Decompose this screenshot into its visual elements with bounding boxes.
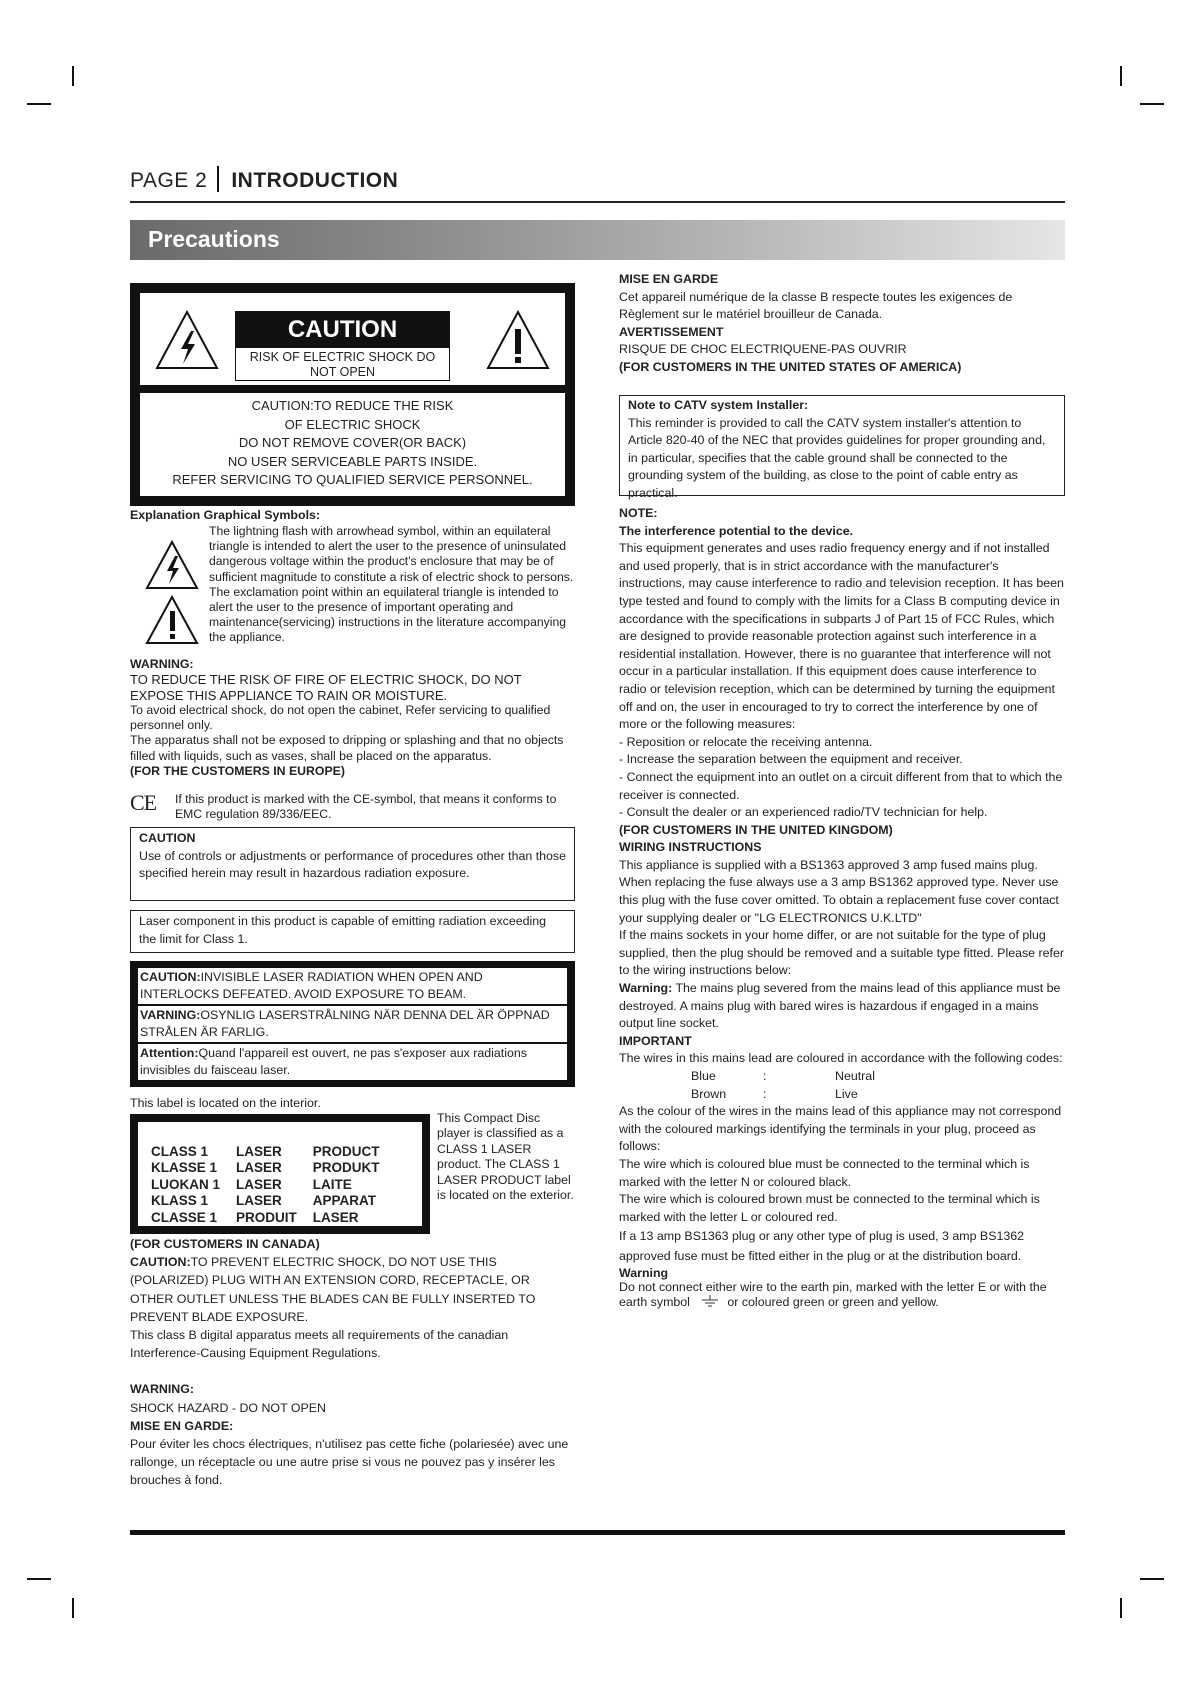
mise-en-garde-heading: MISE EN GARDE	[619, 272, 719, 286]
symbols-heading: Explanation Graphical Symbols:	[130, 508, 321, 522]
caution-label	[235, 311, 450, 381]
header-divider	[217, 166, 219, 192]
colour-text-3: The wire which is coloured brown must be connected to the terminal which is marked with the letter L or coloured red.	[619, 1192, 1040, 1224]
footer-rule	[130, 1530, 1065, 1535]
uk-heading: (FOR CUSTOMERS IN THE UNITED KINGDOM)	[619, 822, 893, 837]
caution-line: CAUTION:TO REDUCE THE RISK	[251, 398, 454, 413]
crop-mark	[1140, 1578, 1164, 1580]
measure-item: - Reposition or relocate the receiving antenna.	[619, 734, 873, 749]
caution-subtitle-2: NOT OPEN	[309, 365, 376, 379]
header-rule	[130, 201, 1065, 203]
code-row: Blue : Neutral	[691, 1069, 875, 1083]
warning2-label: Warning	[619, 1266, 669, 1281]
lightning-text: The lightning flash with arrowhead symbol, within an equilateral triangle is intended to alert the user to the presence of uninsulated dangerous voltage within the product's enclosure that may be of sufficient magnitude to constitute a risk of electric shock to persons.	[209, 524, 574, 584]
crop-mark	[1120, 1598, 1122, 1618]
interference-text: This equipment generates and uses radio frequency energy and if not installed and used properly, that is in strict accordance with the manufacturer's instructions, may cause interference to radio and television reception. It has been type tested and found to comply with the limits for a Class B computing device in accordance with the specifications in subparts J of Part 15 of FCC Rules, which are designed to provide reasonable protection against such interference in a residential installation. However, there is no guarantee that interference will not occur in a particular installation. If this equipment does cause interference to radio or television reception, which can be determined by turning the equipment off and on, the user in encouraged to try to correct the interference by one of more or the following measures:	[619, 541, 1064, 732]
crop-mark	[72, 1598, 74, 1618]
lightning-warning-icon	[154, 309, 220, 371]
lightning-explanation	[209, 524, 575, 646]
wiring-text-1: This appliance is supplied with a BS1363 approved 3 amp fused mains plug. When replacing the fuse always use a 3 amp BS1362 approved type. Never use this plug with the fuse cover omitted. To obtain a replacement fuse cover contact your supplying dealer or "LG ELECTRONICS U.K.LTD"	[619, 857, 1059, 925]
spacer	[130, 1362, 575, 1380]
europe-heading: (FOR THE CUSTOMERS IN EUROPE)	[130, 764, 345, 779]
lightning-symbol-icon	[145, 540, 199, 590]
catv-text: This reminder is provided to call the CATV system installer's attention to Article 820-40 of the NEC that provides guidelines for proper grounding and, in particular, specifies that the cable ground shall be connected to the grounding system of the building, as close to the point of cable entry as practical.	[628, 415, 1046, 500]
caution-line: NO USER SERVICEABLE PARTS INSIDE.	[227, 453, 478, 469]
caution-line: OF ELECTRIC SHOCK	[284, 416, 421, 432]
table-row: LUOKAN 1 LASER LAITE	[151, 1176, 352, 1192]
interference-heading: The interference potential to the device.	[619, 523, 854, 538]
table-row: KLASSE 1 LASER PRODUKT	[151, 1160, 380, 1176]
warning-section	[130, 657, 575, 779]
laser-row-attention: Attention:Quand l'appareil est ouvert, ne pas s'exposer aux radiations invisibles du faisceau laser.	[138, 1044, 567, 1080]
europe-text: If this product is marked with the CE-symbol, that means it conforms to EMC regulation 89/336/EEC.	[175, 792, 557, 822]
warning-caps: TO REDUCE THE RISK OF FIRE OF ELECTRIC SHOCK, DO NOT EXPOSE THIS APPLIANCE TO RAIN OR MOISTURE.	[130, 672, 522, 703]
mise-heading: MISE EN GARDE:	[130, 1418, 234, 1433]
caution-line: DO NOT REMOVE COVER(OR BACK)	[238, 435, 467, 450]
measure-item: - Consult the dealer or an experienced radio/TV technician for help.	[619, 805, 988, 820]
measure-item: - Increase the separation between the equipment and receiver.	[619, 752, 963, 767]
class-side-text: This Compact Disc player is classified as a CLASS 1 LASER product. The CLASS 1 LASER PRODUCT label is located on the exterior.	[437, 1111, 574, 1203]
caution2-text: Use of controls or adjustments or performance of procedures other than those specified herein may result in hazardous radiation exposure.	[139, 848, 567, 881]
laser-component-box	[130, 910, 575, 953]
right-main-section	[619, 505, 1065, 1310]
avertissement-heading: AVERTISSEMENT	[619, 324, 724, 339]
class1-label	[130, 1114, 430, 1234]
caution-box-text	[140, 393, 565, 496]
crop-mark	[72, 66, 74, 86]
page-header	[130, 166, 398, 193]
canada-heading: (FOR CUSTOMERS IN CANADA)	[130, 1237, 320, 1251]
warning2-heading: WARNING:	[130, 1382, 195, 1397]
crop-mark	[27, 103, 51, 105]
crop-mark	[1140, 103, 1164, 105]
warning-paragraph: Warning: The mains plug severed from the mains lead of this appliance must be destroyed. A mains plug with bared wires is hazardous if engaged in a mains output line socket.	[619, 981, 1061, 1031]
laser-row-caution: CAUTION:INVISIBLE LASER RADIATION WHEN OPEN AND INTERLOCKS DEFEATED. AVOID EXPOSURE TO BEAM.	[138, 968, 567, 1004]
earth-warning: Do not connect either wire to the earth pin, marked with the letter E or with the earth symbol or coloured green or green and yellow.	[619, 1280, 1047, 1310]
exclamation-warning-icon	[485, 309, 551, 371]
canada-section	[130, 1235, 575, 1490]
exclamation-symbol-icon	[145, 595, 199, 645]
code-row: Brown : Live	[691, 1086, 858, 1101]
avertissement-text: RISQUE DE CHOC ELECTRIQUENE-PAS OUVRIR	[619, 342, 907, 357]
exclamation-text: The exclamation point within an equilateral triangle is intended to alert the user to the presence of important operating and maintenance(servicing) instructions in the literature accompanying the appliance.	[209, 584, 566, 645]
colour-text-4: If a 13 amp BS1363 plug or any other type of plug is used, 3 amp BS1362 approved fuse must be fitted either in the plug or at the distribution board.	[619, 1229, 1025, 1264]
laser-row-varning: VARNING:OSYNLIG LASERSTRÅLNING NÄR DENNA DEL ÄR ÖPPNAD STRÅLEN ÄR FARLIG.	[138, 1006, 567, 1042]
earth-symbol-icon	[699, 1295, 721, 1307]
warning-text-2: The apparatus shall not be exposed to dripping or splashing and that no objects filled with liquids, such as vases, shall be placed on the apparatus.	[130, 733, 564, 763]
warning-heading: WARNING:	[130, 657, 194, 671]
canada-caution: CAUTION:TO PREVENT ELECTRIC SHOCK, DO NOT USE THIS (POLARIZED) PLUG WITH AN EXTENSION CORD, RECEPTACLE, OR OTHER OUTLET UNLESS THE BLADES CAN BE FULLY INSERTED TO PREVENT BLADE EXPOSURE.	[130, 1255, 536, 1324]
table-row: CLASSE 1 PRODUIT LASER	[151, 1209, 359, 1225]
laser-component-text: Laser component in this product is capable of emitting radiation exceeding the limit for Class 1.	[139, 914, 547, 946]
warning2-text: SHOCK HAZARD - DO NOT OPEN	[130, 1400, 326, 1415]
symbols-section	[130, 507, 575, 525]
table-row: KLASS 1 LASER APPARAT	[151, 1193, 377, 1209]
caution-box-top	[140, 293, 565, 385]
note-heading: NOTE:	[619, 506, 658, 520]
caution-subtitle-1: RISK OF ELECTRIC SHOCK DO	[249, 350, 436, 364]
class1-table	[151, 1144, 396, 1226]
mise-en-garde-text: Cet appareil numérique de la classe B respecte toutes les exigences de Règlement sur le matériel brouilleur de Canada.	[619, 289, 1013, 322]
banner-title: Precautions	[148, 226, 280, 252]
catv-note-box	[619, 395, 1065, 500]
colour-text-2: The wire which is coloured blue must be connected to the terminal which is marked with the letter N or coloured black.	[619, 1156, 1030, 1189]
caution-line: REFER SERVICING TO QUALIFIED SERVICE PERSONNEL.	[172, 472, 533, 487]
important-heading: IMPORTANT	[619, 1033, 692, 1048]
warning-text-1: To avoid electrical shock, do not open the cabinet, Refer servicing to qualified personnel only.	[130, 702, 551, 733]
laser-warning-box	[130, 961, 575, 1087]
page-number: PAGE 2	[130, 169, 208, 192]
precautions-banner	[130, 220, 1065, 260]
caution-title: CAUTION	[236, 312, 449, 348]
caution-box	[130, 283, 575, 506]
table-row: CLASS 1 LASER PRODUCT	[151, 1144, 380, 1159]
wiring-heading: WIRING INSTRUCTIONS	[619, 840, 762, 855]
colour-text-1: As the colour of the wires in the mains lead of this appliance may not correspond with the coloured markings identifying the terminals in your plug, proceed as follows:	[619, 1104, 1062, 1154]
caution2-heading: CAUTION	[139, 831, 196, 845]
mise-text: Pour éviter les chocs électriques, n'utilisez pas cette fiche (polariesée) avec une rallonge, un réceptacle ou une autre prise si vous ne pouvez pas y insérer les brouches à fond.	[130, 1437, 569, 1488]
catv-heading: Note to CATV system Installer:	[628, 398, 809, 412]
canada-digital: This class B digital apparatus meets all requirements of the canadian Interference-Causing Equipment Regulations.	[130, 1328, 509, 1361]
usa-heading: (FOR CUSTOMERS IN THE UNITED STATES OF AMERICA)	[619, 359, 962, 374]
class1-label-inner	[138, 1122, 422, 1226]
section-title: INTRODUCTION	[231, 169, 399, 192]
right-top-section	[619, 271, 1065, 377]
caution-radiation-box	[130, 827, 575, 901]
crop-mark	[1120, 66, 1122, 86]
wiring-text-2: If the mains sockets in your home differ, or are not suitable for the type of plug supplied, then the plug should be removed and a suitable type fitted. Please refer to the wiring instructions below:	[619, 928, 1064, 978]
ce-mark: CE	[130, 790, 157, 815]
label-location: This label is located on the interior.	[130, 1096, 321, 1110]
important-text: The wires in this mains lead are coloured in accordance with the following codes:	[619, 1051, 1063, 1066]
crop-mark	[27, 1578, 51, 1580]
measure-item: - Connect the equipment into an outlet on a circuit different from that to which the receiver is connected.	[619, 769, 1063, 802]
